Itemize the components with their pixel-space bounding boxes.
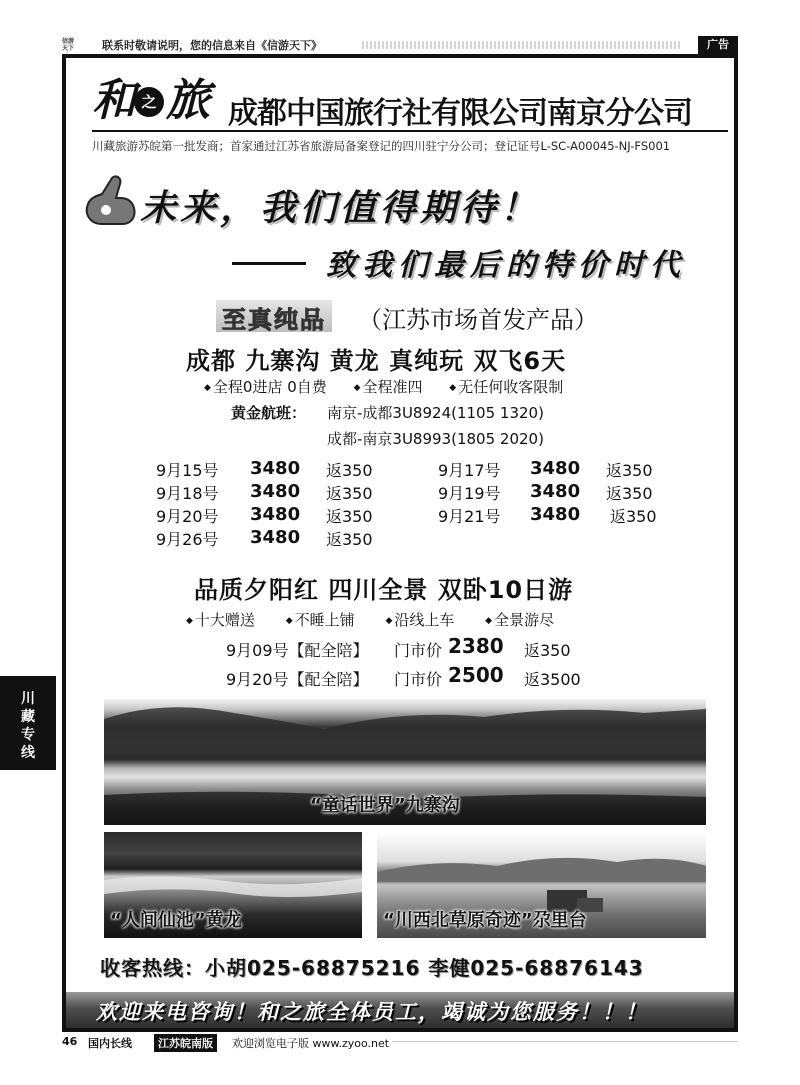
logo-text-1: 信游 bbox=[62, 38, 75, 45]
thumbs-up-icon bbox=[82, 174, 138, 226]
departure-price: 3480 bbox=[530, 458, 581, 479]
tour-rebate: 返3500 bbox=[524, 670, 581, 689]
trip-2-title: 品质夕阳红 四川全景 双卧10日游 bbox=[194, 576, 574, 604]
side-tab-char: 线 bbox=[21, 745, 35, 761]
side-tab-char: 川 bbox=[21, 691, 35, 707]
feature-item: ◆ 全景游尽 bbox=[485, 609, 554, 630]
feature-item: ◆ 沿线上车 bbox=[385, 609, 454, 630]
flight-return: 成都-南京3U8993(1805 2020) bbox=[327, 430, 544, 448]
departure-rebate: 返350 bbox=[326, 461, 373, 480]
ad-label: 广告 bbox=[698, 36, 738, 54]
brand-signature bbox=[92, 64, 206, 128]
feature-item: ◆ 十大赠送 bbox=[186, 609, 255, 630]
signature-circle-char: 之 bbox=[134, 87, 164, 117]
departure-price: 3480 bbox=[250, 481, 301, 502]
tour-price: 2500 bbox=[448, 663, 504, 687]
tour-price-label: 门市价 bbox=[394, 670, 443, 689]
flight-outbound: 南京-成都3U8924(1105 1320) bbox=[327, 404, 544, 422]
welcome-message: 欢迎来电咨询！和之旅全体员工，竭诚为您服务！！！ bbox=[96, 999, 648, 1024]
section-side-tab bbox=[0, 676, 56, 770]
side-tab-char: 藏 bbox=[21, 709, 35, 725]
publication-logo bbox=[62, 38, 96, 52]
departure-price: 3480 bbox=[530, 504, 581, 525]
feature-item: ◆ 不睡上铺 bbox=[286, 609, 355, 630]
trip-2-features bbox=[186, 609, 580, 630]
departure-date: 9月15号 bbox=[156, 461, 219, 480]
photo-caption: “人间仙池”黄龙 bbox=[110, 910, 242, 931]
departure-price: 3480 bbox=[250, 527, 301, 548]
departure-date: 9月20号 bbox=[156, 507, 219, 526]
page-footer bbox=[62, 1034, 738, 1050]
departure-rebate: 返350 bbox=[326, 507, 373, 526]
departure-date: 9月26号 bbox=[156, 530, 219, 549]
departure-rebate: 返350 bbox=[326, 530, 373, 549]
departure-rebate: 返350 bbox=[606, 461, 653, 480]
company-credentials: 川藏旅游苏皖第一批发商；首家通过江苏省旅游局备案登记的四川驻宁分公司；登记证号L-SC-A00045-NJ-FS001 bbox=[92, 139, 671, 153]
brand-divider bbox=[92, 130, 728, 132]
trip-1-features bbox=[204, 376, 585, 397]
side-tab-char: 专 bbox=[21, 727, 35, 743]
logo-text-2: 天下 bbox=[62, 45, 75, 52]
tour-date: 9月09号【配全陪】 bbox=[226, 641, 369, 660]
company-name: 成都中国旅行社有限公司南京分公司 bbox=[228, 96, 692, 131]
slogan-line-1: 未来，我们值得期待！ bbox=[140, 187, 541, 229]
slogan-area bbox=[70, 162, 730, 282]
departure-rebate: 返350 bbox=[326, 484, 373, 503]
feature-item: ◆ 全程准四 bbox=[354, 376, 423, 397]
departure-date: 9月19号 bbox=[438, 484, 501, 503]
tour-rebate: 返350 bbox=[524, 641, 571, 660]
slogan-dash bbox=[232, 262, 306, 265]
departure-rebate: 返350 bbox=[610, 507, 657, 526]
booking-hotline: 收客热线：小胡025-68875216 李健025-68876143 bbox=[100, 956, 644, 980]
tour-price: 2380 bbox=[448, 634, 504, 658]
departure-date: 9月17号 bbox=[438, 461, 501, 480]
feature-item: ◆ 全程0进店 0自费 bbox=[204, 376, 327, 397]
top-bar bbox=[62, 36, 738, 54]
trip-1-title: 成都 九寨沟 黄龙 真纯玩 双飞6天 bbox=[186, 347, 567, 375]
website-link[interactable]: 欢迎浏览电子版 www.zyoo.net bbox=[232, 1037, 390, 1050]
departure-date: 9月18号 bbox=[156, 484, 219, 503]
departure-price: 3480 bbox=[250, 504, 301, 525]
photo-jiuzhaigou bbox=[104, 699, 706, 825]
departure-price: 3480 bbox=[250, 458, 301, 479]
departure-rebate: 返350 bbox=[606, 484, 653, 503]
edition-badge: 江苏皖南版 bbox=[154, 1034, 217, 1052]
product-note: （江苏市场首发产品） bbox=[358, 306, 598, 334]
photo-caption: “童话世界”九寨沟 bbox=[310, 795, 460, 816]
tour-date: 9月20号【配全陪】 bbox=[226, 670, 369, 689]
decorative-stripe bbox=[362, 41, 682, 49]
photo-zoige bbox=[377, 832, 706, 938]
photo-huanglong bbox=[104, 832, 362, 938]
departure-date: 9月21号 bbox=[438, 507, 501, 526]
source-notice: 联系时敬请说明，您的信息来自《信游天下》 bbox=[102, 39, 322, 52]
slogan-line-2: 致我们最后的特价时代 bbox=[326, 248, 686, 283]
brand-header bbox=[92, 64, 732, 136]
photo-caption: “川西北草原奇迹”尕里台 bbox=[383, 910, 587, 931]
tour-price-label: 门市价 bbox=[394, 641, 443, 660]
flight-label: 黄金航班： bbox=[231, 404, 307, 422]
feature-item: ◆ 无任何收客限制 bbox=[449, 376, 563, 397]
signature-char-2: 旅 bbox=[166, 75, 206, 126]
page-number: 46 bbox=[62, 1035, 78, 1048]
signature-char-1: 和 bbox=[92, 75, 132, 126]
departure-price: 3480 bbox=[530, 481, 581, 502]
product-tag: 至真纯品 bbox=[216, 300, 332, 332]
footer-rule bbox=[392, 1041, 738, 1042]
section-name: 国内长线 bbox=[88, 1037, 132, 1050]
